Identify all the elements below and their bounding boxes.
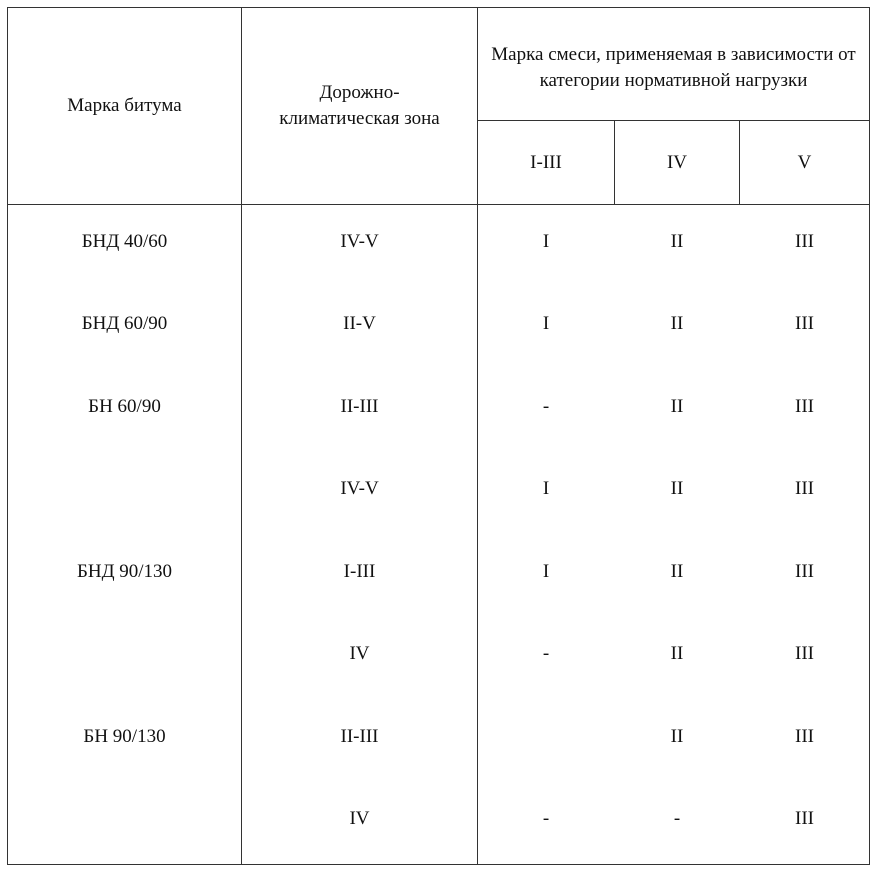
- cell-bitumen: БНД 40/60: [81, 231, 168, 252]
- cell-bitumen: БН 90/130: [83, 726, 166, 747]
- header-mix-grade-group: Марка смеси, применяемая в зависимости от категории нормативной нагрузки: [491, 44, 856, 91]
- header-divider: [8, 204, 869, 205]
- cell-c2: II: [670, 561, 684, 582]
- cell-zone: IV: [349, 808, 370, 829]
- header-bitumen-grade: Марка битума: [67, 95, 182, 116]
- cell-bitumen: БНД 60/90: [81, 313, 168, 334]
- cell-c1: I: [542, 313, 550, 334]
- header-climate-zone: Дорожно-климатическая зона: [279, 82, 440, 129]
- cell-zone: IV-V: [340, 231, 379, 252]
- cell-zone: II-V: [343, 313, 376, 334]
- cell-zone: IV: [349, 643, 370, 664]
- cell-zone: II-III: [340, 396, 379, 417]
- cell-c1: [478, 724, 614, 750]
- cell-c3: III: [795, 808, 814, 829]
- cell-c1: -: [542, 808, 550, 829]
- header-sub-V: V: [797, 151, 812, 173]
- cell-c2: -: [673, 808, 681, 829]
- header-sub-I-III: I-III: [530, 151, 562, 173]
- cell-c3: III: [795, 313, 814, 334]
- cell-c3: III: [795, 643, 814, 664]
- header-sub-IV: IV: [666, 151, 688, 173]
- cell-c2: II: [670, 396, 684, 417]
- cell-c3: III: [795, 396, 814, 417]
- cell-zone: II-III: [340, 726, 379, 747]
- cell-c2: II: [670, 478, 684, 499]
- cell-bitumen: БН 60/90: [88, 396, 161, 417]
- cell-c1: I: [542, 561, 550, 582]
- cell-zone: IV-V: [340, 478, 379, 499]
- cell-c1: I: [542, 231, 550, 252]
- cell-c2: II: [670, 313, 684, 334]
- cell-bitumen: [8, 476, 241, 502]
- cell-c3: III: [795, 726, 814, 747]
- cell-c2: II: [670, 643, 684, 664]
- cell-bitumen: БНД 90/130: [76, 561, 173, 582]
- cell-c3: III: [795, 478, 814, 499]
- cell-c3: III: [795, 561, 814, 582]
- cell-bitumen: [8, 806, 241, 832]
- cell-c1: I: [542, 478, 550, 499]
- cell-c1: -: [542, 643, 550, 664]
- cell-c2: II: [670, 231, 684, 252]
- cell-c1: -: [542, 396, 550, 417]
- cell-zone: I-III: [343, 561, 376, 582]
- cell-c2: II: [670, 726, 684, 747]
- bitumen-grade-table: [7, 7, 870, 865]
- cell-bitumen: [8, 641, 241, 667]
- cell-c3: III: [795, 231, 814, 252]
